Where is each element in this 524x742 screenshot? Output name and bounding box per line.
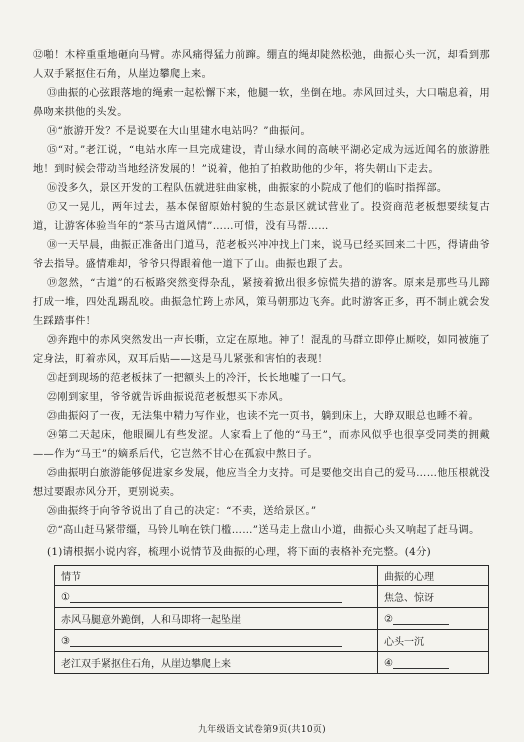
paragraph-p19: ⑲忽然，“古道”的石板路突然变得杂乱，紧接着掀出很多惊慌失措的游客。原来是那些马儿蹄打成一堆，四处乱踢乱咬。曲振急忙跨上赤风，策马朝那边飞奔。此时游客正多，再不制止就会发生踩踏事件！ [33, 278, 490, 327]
table-body [55, 586, 489, 674]
answer-table [54, 565, 489, 674]
answer-blank[interactable] [393, 656, 449, 669]
answer-blank[interactable] [70, 590, 342, 603]
header-plot: 情节 [55, 566, 378, 586]
table-header-row [55, 566, 489, 586]
psychology-cell [378, 630, 489, 652]
paragraph-p24: ㉔第二天起床，他眼圈儿有些发涩。人家看上了他的“马王”，而赤风似乎也很享受同类的拥戴——作为“马王”的嫡系后代，它岂然不甘心在孤寂中熬日子。 [33, 430, 490, 460]
paragraph-p22: ㉒刚到家里，爷爷就告诉曲振说范老板想买下赤风。 [47, 392, 290, 403]
plot-cell [55, 652, 378, 674]
question-1: (1)请根据小说内容，梳理小说情节及曲振的心理，将下面的表格补充完整。(4分) [47, 546, 432, 558]
table-row [55, 608, 489, 630]
paragraph-p20: ⑳奔跑中的赤风突然发出一声长嘶，立定在原地。神了！混乱的马群立即停止厮咬，如同被施了定身法，盯着赤风，双耳后贴——这是马儿紧张和害怕的表现！ [33, 335, 490, 365]
paragraph-p15: ⑮“对。”老江说，“电站水库一旦完成建设，青山绿水间的高峡平湖必定成为远近闻名的旅游胜地！到时候会带动当地经济发展的！”说着，他拍了拍救助他的少年，将失朝山下走去。 [33, 145, 490, 175]
psychology-cell[interactable] [378, 608, 489, 630]
header-psychology: 曲振的心理 [378, 566, 489, 586]
answer-blank[interactable] [70, 634, 342, 647]
paragraph-p14: ⑭“旅游开发？不是说要在大山里建水电站吗？”曲振问。 [47, 126, 312, 137]
plot-cell[interactable] [55, 630, 378, 652]
psychology-cell[interactable] [378, 652, 489, 674]
paragraph-p12: ⑫啪！木梓重重地砸向马臂。赤风痛得猛力前蹿。绷直的绳却陡然松弛，曲振心头一沉，却看到那人双手紧抠住石角，从崖边攀爬上来。 [33, 50, 490, 80]
table-row [55, 586, 489, 608]
paragraph-p16: ⑯没多久，景区开发的工程队伍就进驻曲家桃，曲振家的小院成了他们的临时指挥部。 [47, 183, 448, 194]
story-text [33, 46, 490, 540]
plot-marker: ③ [61, 636, 70, 647]
psychology-marker: ④ [384, 658, 393, 669]
psychology-text: 焦急、惊讶 [384, 593, 434, 604]
paragraph-p27: ㉗“高山赶马紧带缰，马铃儿响在铁门槛……”送马走上盘山小道，曲振心头又响起了赶马调。 [47, 525, 480, 536]
paragraph-p17: ⑰又一晃儿，两年过去，基本保留原始村貌的生态景区就试营业了。投资商范老板想要续复古道，让游客体验当年的“茶马古道风情”……可惜，没有马帮…… [33, 202, 490, 232]
plot-cell [55, 608, 378, 630]
paragraph-p21: ㉑赶到现场的范老板抹了一把额头上的冷汗，长长地嘘了一口气。 [47, 373, 353, 384]
table-row [55, 630, 489, 652]
paragraph-p26: ㉖曲振终于向爷爷说出了自己的决定：“不卖，送给景区。” [47, 506, 317, 517]
psychology-text: 心头一沉 [384, 637, 424, 648]
paragraph-p25: ㉕曲振明白旅游能够促进家乡发展，他应当全力支持。可是要他交出自己的爱马……他压根就没想过要跟赤风分开，更别说卖。 [33, 468, 490, 498]
psychology-cell [378, 586, 489, 608]
paragraph-p13: ⑬曲振的心弦跟落地的绳索一起松懈下来，他腿一软，坐倒在地。赤风回过头，大口喘息着，用鼻吻来拱他的头发。 [33, 88, 490, 118]
paragraph-p18: ⑱一天早晨，曲振正准备出门道马，范老板兴冲冲找上门来，说马已经买回来二十匹，得请曲爷爷去指导。盛情难却，爷爷只得跟着他一道下了山。曲振也跟了去。 [33, 240, 490, 270]
plot-text: 老江双手紧抠住石角，从崖边攀爬上来 [61, 659, 231, 670]
plot-text: 赤风马腿意外跪倒，人和马即将一起坠崖 [61, 615, 241, 626]
page-footer: 九年级语文试卷第9页(共10页) [197, 725, 326, 735]
plot-cell[interactable] [55, 586, 378, 608]
plot-marker: ① [61, 592, 70, 603]
answer-blank[interactable] [393, 612, 449, 625]
psychology-marker: ② [384, 614, 393, 625]
table-row [55, 652, 489, 674]
paragraph-p23: ㉓曲振闷了一夜，无法集中精力写作业，也读不完一页书，躺到床上，大睁双眼总也睡不着。 [47, 411, 480, 422]
